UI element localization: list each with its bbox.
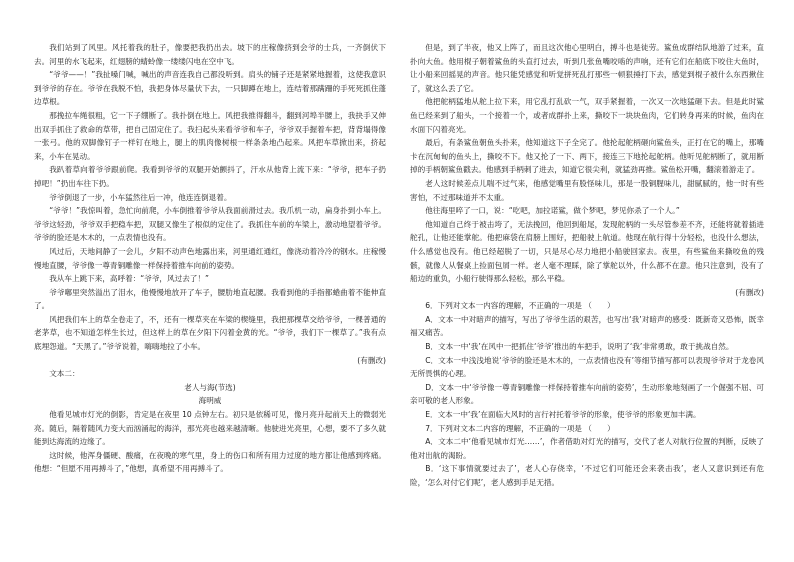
text-title: 老人与海(节选)	[184, 382, 236, 392]
question-option[interactable]: A．文本二中‘他看见城市灯光……’，作者借助对灯光的描写，交代了老人对航行位置的判断，反映了他对出航的渴盼。	[410, 437, 764, 460]
question-option[interactable]: E．文本一中‘我’在面临大风时的言行衬托着爷爷的形象，使爷爷的形象更加丰满。	[425, 410, 701, 420]
text-label: 文本二：	[49, 369, 80, 379]
paragraph: 他看见城市灯光的倒影，肯定是在夜里 10 点钟左右。初只是依稀可见，像月亮升起前天上的微弱光亮。随后，隔着随风力变大而汹涌起的海洋，那光亮也越来越清晰。他驶进光亮里，心想，要不了多久就能到达海流的边缘了。	[34, 410, 386, 447]
paragraph: “爷爷——！”我扯嗓门喊，喊出的声音连我自己都没听到。肩头的铺子还是紧紧地握着，这使我意识到爷爷的存在。爷爷在我脱不怕，我把身体尽量伏下去，一只脚蹲在地上，连结着那蹒跚的手死死抓住蓬边草根。	[34, 70, 386, 107]
paragraph: “爷爷！”我惊叫着，急忙向前爬，小车倒推着爷爷从我面前滑过去。我爪机一动，扁身扑到小车上。爷爷这轻劲，爷爷双手把稳车把，双腿又像生了根似的定住了。我抓住车前的车梁上，激动地望着爷爷。爷爷的脸还是木木的，一点表情也没有。	[34, 206, 386, 243]
paragraph: 这时候，他浑身僵硬、酸痛，在夜晚的寒气里，身上的伤口和所有用力过度的地方都让他感到疼痛。他想：“但愿不用再搏斗了，”他想，真希望不用再搏斗了。	[34, 450, 386, 474]
paragraph: 最后，有条鲨鱼朝鱼头扑来，他知道这下子全完了。他抡起舵柄砸向鲨鱼头，正打在它的嘴上，那嘴卡在沉甸甸的鱼头上，撕咬不下。他又抡了一下、两下，接连三下地抡起舵柄。他听见舵柄断了，就用断掉的手柄朝鲨鱼戳去。他感到手柄刺了进去，知道它很尖利，就猛劲再推。鲨鱼松开嘴，翻滚着游走了。	[410, 138, 764, 175]
question-stem: 7．下列对文本二内容的理解，不正确的一项是 （ ）	[425, 423, 615, 433]
source-note: (有删改)	[735, 287, 764, 297]
paragraph: 风把我们车上的草全卷走了，不，还有一棵草夹在车梁的楔缝里，我把那棵草交给爷爷，一棵普通的老茅草，也不知道怎样生长过，但这样上的草在夕阳下闪着金黄的光。“爷爷，我们下一棵草了。”我有点底埋怨道。“天黑了。”爷爷说着，嗨嗨地拉了小车。	[34, 314, 386, 352]
paragraph: 我从车上跳下来，高呼着：“爷爷，风过去了！”	[49, 274, 209, 284]
paragraph: 风过后，天地间静了一会儿，夕阳不动声色地露出来，河里通红通红，像浇动着冷冷的钢水。庄稼慢慢地直腰，爷爷像一尊青铜雕像一样保持着推车向前的姿势。	[34, 246, 386, 270]
paragraph: 他把舵柄猛地从舵上拉下来，用它乱打乱砍一气，双手紧握着，一次又一次地猛砸下去。但是此时鲨鱼已经来到了船头，一个接着一个，或者成群扑上来，撕咬下一块块鱼肉，它们转身再来的时候，鱼肉在水面下闪着亮光。	[410, 97, 764, 134]
paragraph: 我们站到了风里。风托着我的肚子，像要把我扔出去。坡下的庄稼像挤到会爷的士兵，一齐倒伏下去。河里的水飞起来，红翅膀的蜻蛉像一缕缕闪电在空中飞。	[34, 43, 386, 66]
paragraph: 那挽拉车绳很粗，它一下子绷断了。我扑倒在地上。风把我推得翻斗，翻到河埠半腰上，我抉手又伸出双手抓住了救命的草带，把自己固定住了。我扫起头来看爷爷和车子，爷爷双手握着车把，背背塌得像一张弓。他的双脚像钉子一样钉在地上，腿上的肌肉像树根一样条条地凸起来。风把车草掀出来，挤起来，小车在晃动。	[34, 110, 386, 161]
paragraph: 老人这时候差点儿喘不过气来，他感觉嘴里有股怪味儿，那是一股铜腥味儿，甜腻腻的，他一时有些害怕，不过那味道并不太重。	[410, 178, 764, 202]
paragraph: 我趴着草向着爷爷跟前爬。我看到爷爷的双腿开始颤抖了，汗水从他背上流下来：“爷爷，把车子扔掉吧！”扔出车往下扔。	[34, 165, 386, 188]
paragraph: 但是，到了半夜，他又上阵了，而且这次他心里明白，搏斗也是徒劳。鲨鱼成群结队地游了过来，直扑向大鱼。他用棍子朝着鲨鱼的头直打过去，听到几张鱼嘴咬啮的声响，还有它们在船底下咬住大鱼时，让小船来回摇晃的声音。他只能凭感觉和听觉拼死乱打那些一顿狠捶打下去，感觉到棍子被什么东西揪住了，就这么丢了它。	[410, 43, 764, 93]
left-column	[34, 41, 386, 476]
paragraph: 他知道自己终于被击垮了，无法挽回，他回到船尾，发现舵柄的一头尽管参差不齐，还能将就着插进舵孔，让他还能掌舵。他把麻袋在肩膀上围好，把船驶上航道。他现在航行得十分轻松，也没什么想法，什么感觉也没有。他已经超脱了一切，只是尽心尽力地把小船驶回家去。夜里，有些鲨鱼来撕咬鱼的残骸，就像人从餐桌上捡面包屑一样。老人毫不理睬，除了掌舵以外，什么都不在意。他只注意到，没有了船边的重负，小船行驶得那么轻松，那么平稳。	[410, 219, 764, 284]
question-option[interactable]: C．文本一中浅浅地说‘爷爷的脸还是木木的，一点表情也没有’等细节描写都可以表现爷爷对于龙卷风无所畏惧的心理。	[410, 355, 764, 379]
question-stem: 6．下列对文本一内容的理解，不正确的一项是 （ ）	[425, 301, 615, 311]
question-option[interactable]: B．‘这下事情就要过去了’，老人心存侥幸，‘不过它们可能还会来袭击我’，老人又意识到还有危险，‘怎么对付它们呢’，老人感到手足无措。	[410, 464, 764, 487]
text-author: 海明威	[198, 396, 222, 406]
question-option[interactable]: D．文本一中‘爷爷像一尊青铜雕像一样保持着推车向前的姿势’，生动形象地刻画了一个倔强不屈、可亲可敬的老人形象。	[410, 382, 764, 406]
right-column	[410, 41, 764, 490]
source-note: (有删改)	[357, 355, 386, 365]
paragraph: 他往海里啐了一口，说：“吃吧，加拉诺鲨，做个梦吧，梦见你杀了一个人。”	[425, 206, 680, 216]
question-option[interactable]: B．文本一中‘我’在风中一把抓住‘爷爷’推出的车把手，说明了‘我’非常勇敢，敢于挑战自然。	[425, 342, 734, 352]
question-option[interactable]: A．文本一中对暗声的描写，写出了爷爷生活的艰苦，也写出‘我’对暗声的感受：既新奇又恐怖，既幸福又痛苦。	[410, 314, 764, 338]
paragraph: 爷爷倒退了一步，小车猛然往后一冲，他连连倒退着。	[49, 192, 232, 202]
paragraph: 爷爷嘟里突然溢出了泪水，他慢慢地放开了车子，腰肋地直起腰。我看到他的手指都蜷曲着不能伸直了。	[34, 287, 386, 311]
